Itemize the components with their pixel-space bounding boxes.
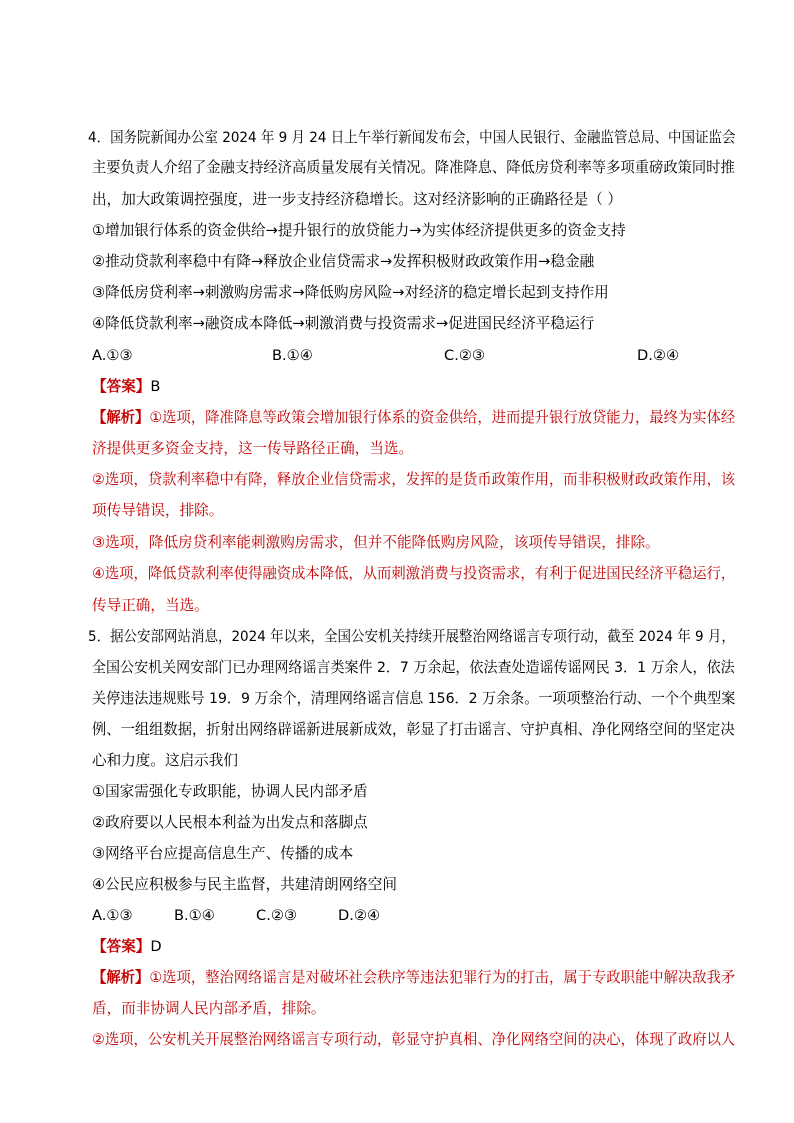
q5-analysis-line-2: 盾，而非协调人民内部矛盾，排除。 <box>92 1000 326 1017</box>
q4-answer-value: B <box>150 378 161 395</box>
q4-options <box>92 346 732 366</box>
q4-statement-1: ①增加银行体系的资金供给→提升银行的放贷能力→为实体经济提供更多的资金支持 <box>92 222 626 239</box>
q5-stem-line-4: 例、一组组数据，折射出网络辟谣新进展新成效，彰显了打击谣言、守护真相、净化网络空间的坚定决 <box>92 721 735 738</box>
q4-statement-3: ③降低房贷利率→刺激购房需求→降低购房风险→对经济的稳定增长起到支持作用 <box>92 284 609 301</box>
q4-analysis-line-2: 济提供更多资金支持，这一传导路径正确，当选。 <box>92 440 414 457</box>
q5-statement-4: ④公民应积极参与民主监督，共建清朗网络空间 <box>92 876 397 893</box>
q4-analysis-line-6: ④选项，降低贷款利率使得融资成本降低，从而刺激消费与投资需求，有利于促进国民经济平稳运行， <box>92 565 736 582</box>
q5-answer-value: D <box>150 938 162 955</box>
q5-analysis-line-3: ②选项，公安机关开展整治网络谣言专项行动，彰显守护真相、净化网络空间的决心，体现了政府以人 <box>92 1031 736 1048</box>
q5-statement-3: ③网络平台应提高信息生产、传播的成本 <box>92 845 354 862</box>
q4-stem-line-2: 主要负责人介绍了金融支持经济高质量发展有关情况。降准降息、降低房贷利率等多项重磅政策同时推 <box>92 159 735 176</box>
q4-stem-line-1: 4．国务院新闻办公室 2024 年 9 月 24 日上午举行新闻发布会，中国人民银行、金融监管总局、中国证监会 <box>88 129 736 146</box>
q4-analysis-line-3: ②选项，贷款利率稳中有降，释放企业信贷需求，发挥的是货币政策作用，而非积极财政政策作用，该 <box>92 471 736 488</box>
q5-option-c: C.②③ <box>256 907 297 924</box>
q4-analysis-line-7: 传导正确，当选。 <box>92 597 209 614</box>
q4-option-b: B.①④ <box>272 347 313 364</box>
q5-stem-line-5: 心和力度。这启示我们 <box>92 752 238 769</box>
q5-answer-label: 【答案】 <box>92 938 151 955</box>
q4-option-c: C.②③ <box>444 347 485 364</box>
q5-options <box>92 906 412 926</box>
q4-statement-4: ④降低贷款利率→融资成本降低→刺激消费与投资需求→促进国民经济平稳运行 <box>92 315 595 332</box>
q4-analysis-line-1 <box>92 408 735 428</box>
q5-option-a: A.①③ <box>92 907 133 924</box>
q5-stem-line-1: 5．据公安部网站消息，2024 年以来，全国公安机关持续开展整治网络谣言专项行动，截至 2024 年 9 月， <box>88 628 735 645</box>
q4-answer <box>92 377 160 397</box>
q5-analysis-label: 【解析】 <box>92 969 150 986</box>
q4-stem-line-3: 出，加大政策调控强度，进一步支持经济稳增长。这对经济影响的正确路径是（ ） <box>92 191 623 208</box>
q5-answer <box>92 937 162 957</box>
q5-statement-2: ②政府要以人民根本利益为出发点和落脚点 <box>92 814 368 831</box>
q5-statement-1: ①国家需强化专政职能，协调人民内部矛盾 <box>92 783 368 800</box>
q5-stem-line-2: 全国公安机关网安部门已办理网络谣言类案件 2．7 万余起，依法查处造谣传谣网民 3．1 万余人，依法 <box>92 659 735 676</box>
q4-option-a: A.①③ <box>92 347 133 364</box>
q4-statement-2: ②推动贷款利率稳中有降→释放企业信贷需求→发挥积极财政政策作用→稳金融 <box>92 253 595 270</box>
q5-option-b: B.①④ <box>174 907 215 924</box>
q4-analysis-text-1: ①选项，降准降息等政策会增加银行体系的资金供给，进而提升银行放贷能力，最终为实体经 <box>149 409 736 426</box>
q4-analysis-line-4: 项传导错误，排除。 <box>92 502 224 519</box>
q4-analysis-label: 【解析】 <box>92 409 150 426</box>
q5-analysis-line-1 <box>92 968 735 988</box>
q4-analysis-line-5: ③选项，降低房贷利率能刺激购房需求，但并不能降低购房风险，该项传导错误，排除。 <box>92 534 660 551</box>
q4-answer-label: 【答案】 <box>92 378 151 395</box>
q4-option-d: D.②④ <box>637 347 680 364</box>
q5-analysis-text-1: ①选项，整治网络谣言是对破坏社会秩序等违法犯罪行为的打击，属于专政职能中解决敌我矛 <box>149 969 736 986</box>
q5-stem-line-3: 关停违法违规账号 19．9 万余个，清理网络谣言信息 156．2 万余条。一项项整治行动、一个个典型案 <box>92 690 736 707</box>
q5-option-d: D.②④ <box>338 907 381 924</box>
